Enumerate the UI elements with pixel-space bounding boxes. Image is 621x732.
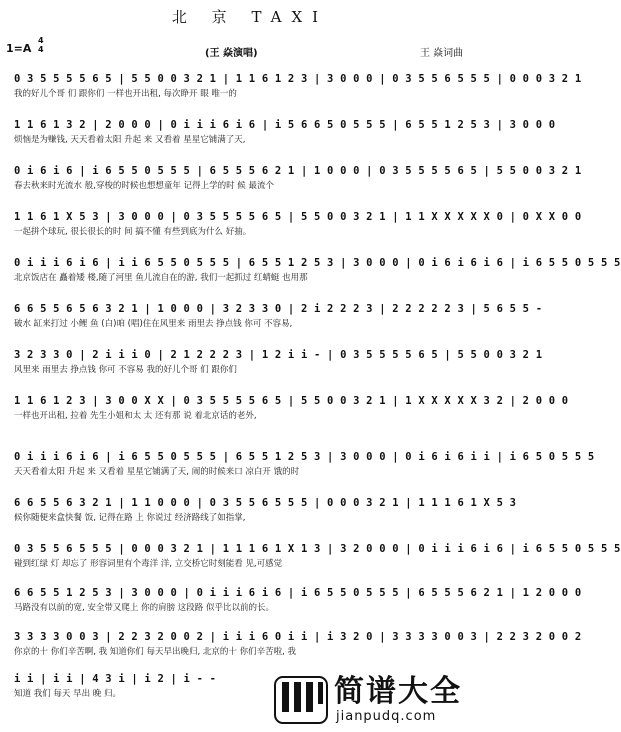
notation-line: 3 3 3 3 0 0 3 | 2 2 3 2 0 0 2 | i i i 6 0 i i | i 3 2 0 | 3 3 3 3 0 0 3 | 2 2 3 2 0 0 2: [14, 631, 582, 643]
lyric-line: 你京的十 你们辛苦啊, 我 知道你们 每天早出晚归, 北京的十 你们辛苦啦, 我: [14, 647, 297, 657]
notation-line: 1 1 6 1 2 3 | 3 0 0 X X | 0 3 5 5 5 5 6 5 | 5 5 0 0 3 2 1 | 1 X X X X X 3 2 | 2 0 0 0: [14, 395, 569, 407]
lyric-line: 一样也开出租, 拉着 先生小姐和太 太 还有那 说 着北京话的老外,: [14, 411, 257, 421]
lyric-line: 我的好儿个哥 们 跟你们 一样也开出租, 每次睁开 眼 唯一的: [14, 89, 237, 99]
time-signature: [38, 36, 44, 54]
lyric-line: 碰到红绿 灯 却忘了 形容词里有个毒洋 洋, 立交桥它时刻能看 见,可感觉: [14, 559, 283, 569]
notation-line: 0 3 5 5 5 5 6 5 | 5 5 0 0 3 2 1 | 1 1 6 1 2 3 | 3 0 0 0 | 0 3 5 5 6 5 5 5 | 0 0 0 3 2 1: [14, 73, 582, 85]
key-signature: 1=A: [6, 42, 32, 55]
site-watermark: [274, 676, 494, 728]
lyric-line: 候你随便来盒快餐 饭, 记得在路 上 你说过 经济路线了如指掌,: [14, 513, 246, 523]
lyric-line: 风里来 雨里去 挣点钱 你可 不容易 我的好儿个哥 们 跟你们: [14, 365, 237, 375]
lyric-line: 烦恼是为赚钱, 天天看着太阳 升起 来 又看着 星星它铺满了天,: [14, 135, 246, 145]
site-url: jianpudq.com: [336, 709, 437, 724]
notation-line: 3 2 3 3 0 | 2 i i i 0 | 2 1 2 2 2 3 | 1 2 i i - | 0 3 5 5 5 5 6 5 | 5 5 0 0 3 2 1: [14, 349, 543, 361]
notation-line: 1 1 6 1 X 5 3 | 3 0 0 0 | 0 3 5 5 5 5 6 5 | 5 5 0 0 3 2 1 | 1 1 X X X X X 0 | 0 X X 0 0: [14, 211, 582, 223]
notation-line: 6 6 5 5 6 3 2 1 | 1 1 0 0 0 | 0 3 5 5 6 5 5 5 | 0 0 0 3 2 1 | 1 1 1 6 1 X 5 3: [14, 497, 517, 509]
notation-line: 6 6 5 5 6 5 6 3 2 1 | 1 0 0 0 | 3 2 3 3 0 | 2 i 2 2 2 3 | 2 2 2 2 2 3 | 5 6 5 5 -: [14, 303, 543, 315]
time-signature-top: 4: [38, 36, 44, 45]
notation-line: 1 1 6 1 3 2 | 2 0 0 0 | 0 i i i 6 i 6 | i 5 6 6 5 0 5 5 5 | 6 5 5 1 2 5 3 | 3 0 0 0: [14, 119, 556, 131]
piano-keys-icon: [274, 676, 328, 724]
notation-line: 0 i i i 6 i 6 | i 6 5 5 0 5 5 5 | 6 5 5 1 2 5 3 | 3 0 0 0 | 0 i 6 i 6 i i | i 6 5 0 5 5 5: [14, 451, 595, 463]
site-name: 简谱大全: [334, 674, 462, 709]
notation-line: i i | i i | 4 3 i | i 2 | i - -: [14, 673, 217, 685]
notation-line: 0 3 5 5 6 5 5 5 | 0 0 0 3 2 1 | 1 1 1 6 1 X 1 3 | 3 2 0 0 0 | 0 i i i 6 i 6 | i 6 5 5 0 5 5 5: [14, 543, 621, 555]
lyric-line: 马路没有以前的宽, 安全带又爬上 你的肩膀 这段路 似乎比以前的长。: [14, 603, 275, 613]
notation-line: 6 6 5 5 1 2 5 3 | 3 0 0 0 | 0 i i i 6 i 6 | i 6 5 5 0 5 5 5 | 6 5 5 5 6 2 1 | 1 2 0 0 0: [14, 587, 582, 599]
lyric-line: 北京饭店在 矗着矮 楼,随了河里 鱼儿流自在的游, 我们一起抓过 红蜻蜓 也用那: [14, 273, 308, 283]
time-signature-bottom: 4: [38, 45, 44, 54]
lyric-line: 一起拼个球玩, 很长很长的时 间 搞不懂 有些到底为什么 好抽。: [14, 227, 252, 237]
lyric-line: 破水 缸来打过 小鲤 鱼 (白)咱 (唱)住在风里来 雨里去 挣点钱 你可 不容易,: [14, 319, 293, 329]
song-title: 北 京 TAXI: [171, 8, 329, 26]
lyric-line: 天天看着太阳 升起 来 又看着 星星它铺满了天, 闹的时候来口 凉白开 饿的时: [14, 467, 300, 477]
lyric-line: 知道 我们 每天 早出 晚 归。: [14, 689, 122, 699]
composer-credit: 王 焱词曲: [420, 48, 464, 59]
notation-line: 0 i 6 i 6 | i 6 5 5 0 5 5 5 | 6 5 5 5 6 2 1 | 1 0 0 0 | 0 3 5 5 5 5 6 5 | 5 5 0 0 3 2 1: [14, 165, 582, 177]
singer-credit: (王 焱演唱): [205, 48, 258, 59]
notation-line: 0 i i i 6 i 6 | i i 6 5 5 0 5 5 5 | 6 5 5 1 2 5 3 | 3 0 0 0 | 0 i 6 i 6 i 6 | i 6 5 5 0 5 5 5: [14, 257, 621, 269]
lyric-line: 春去秋来时光流水 般,穿梭的时候也想想童年 记得上学的时 候 最流个: [14, 181, 275, 191]
